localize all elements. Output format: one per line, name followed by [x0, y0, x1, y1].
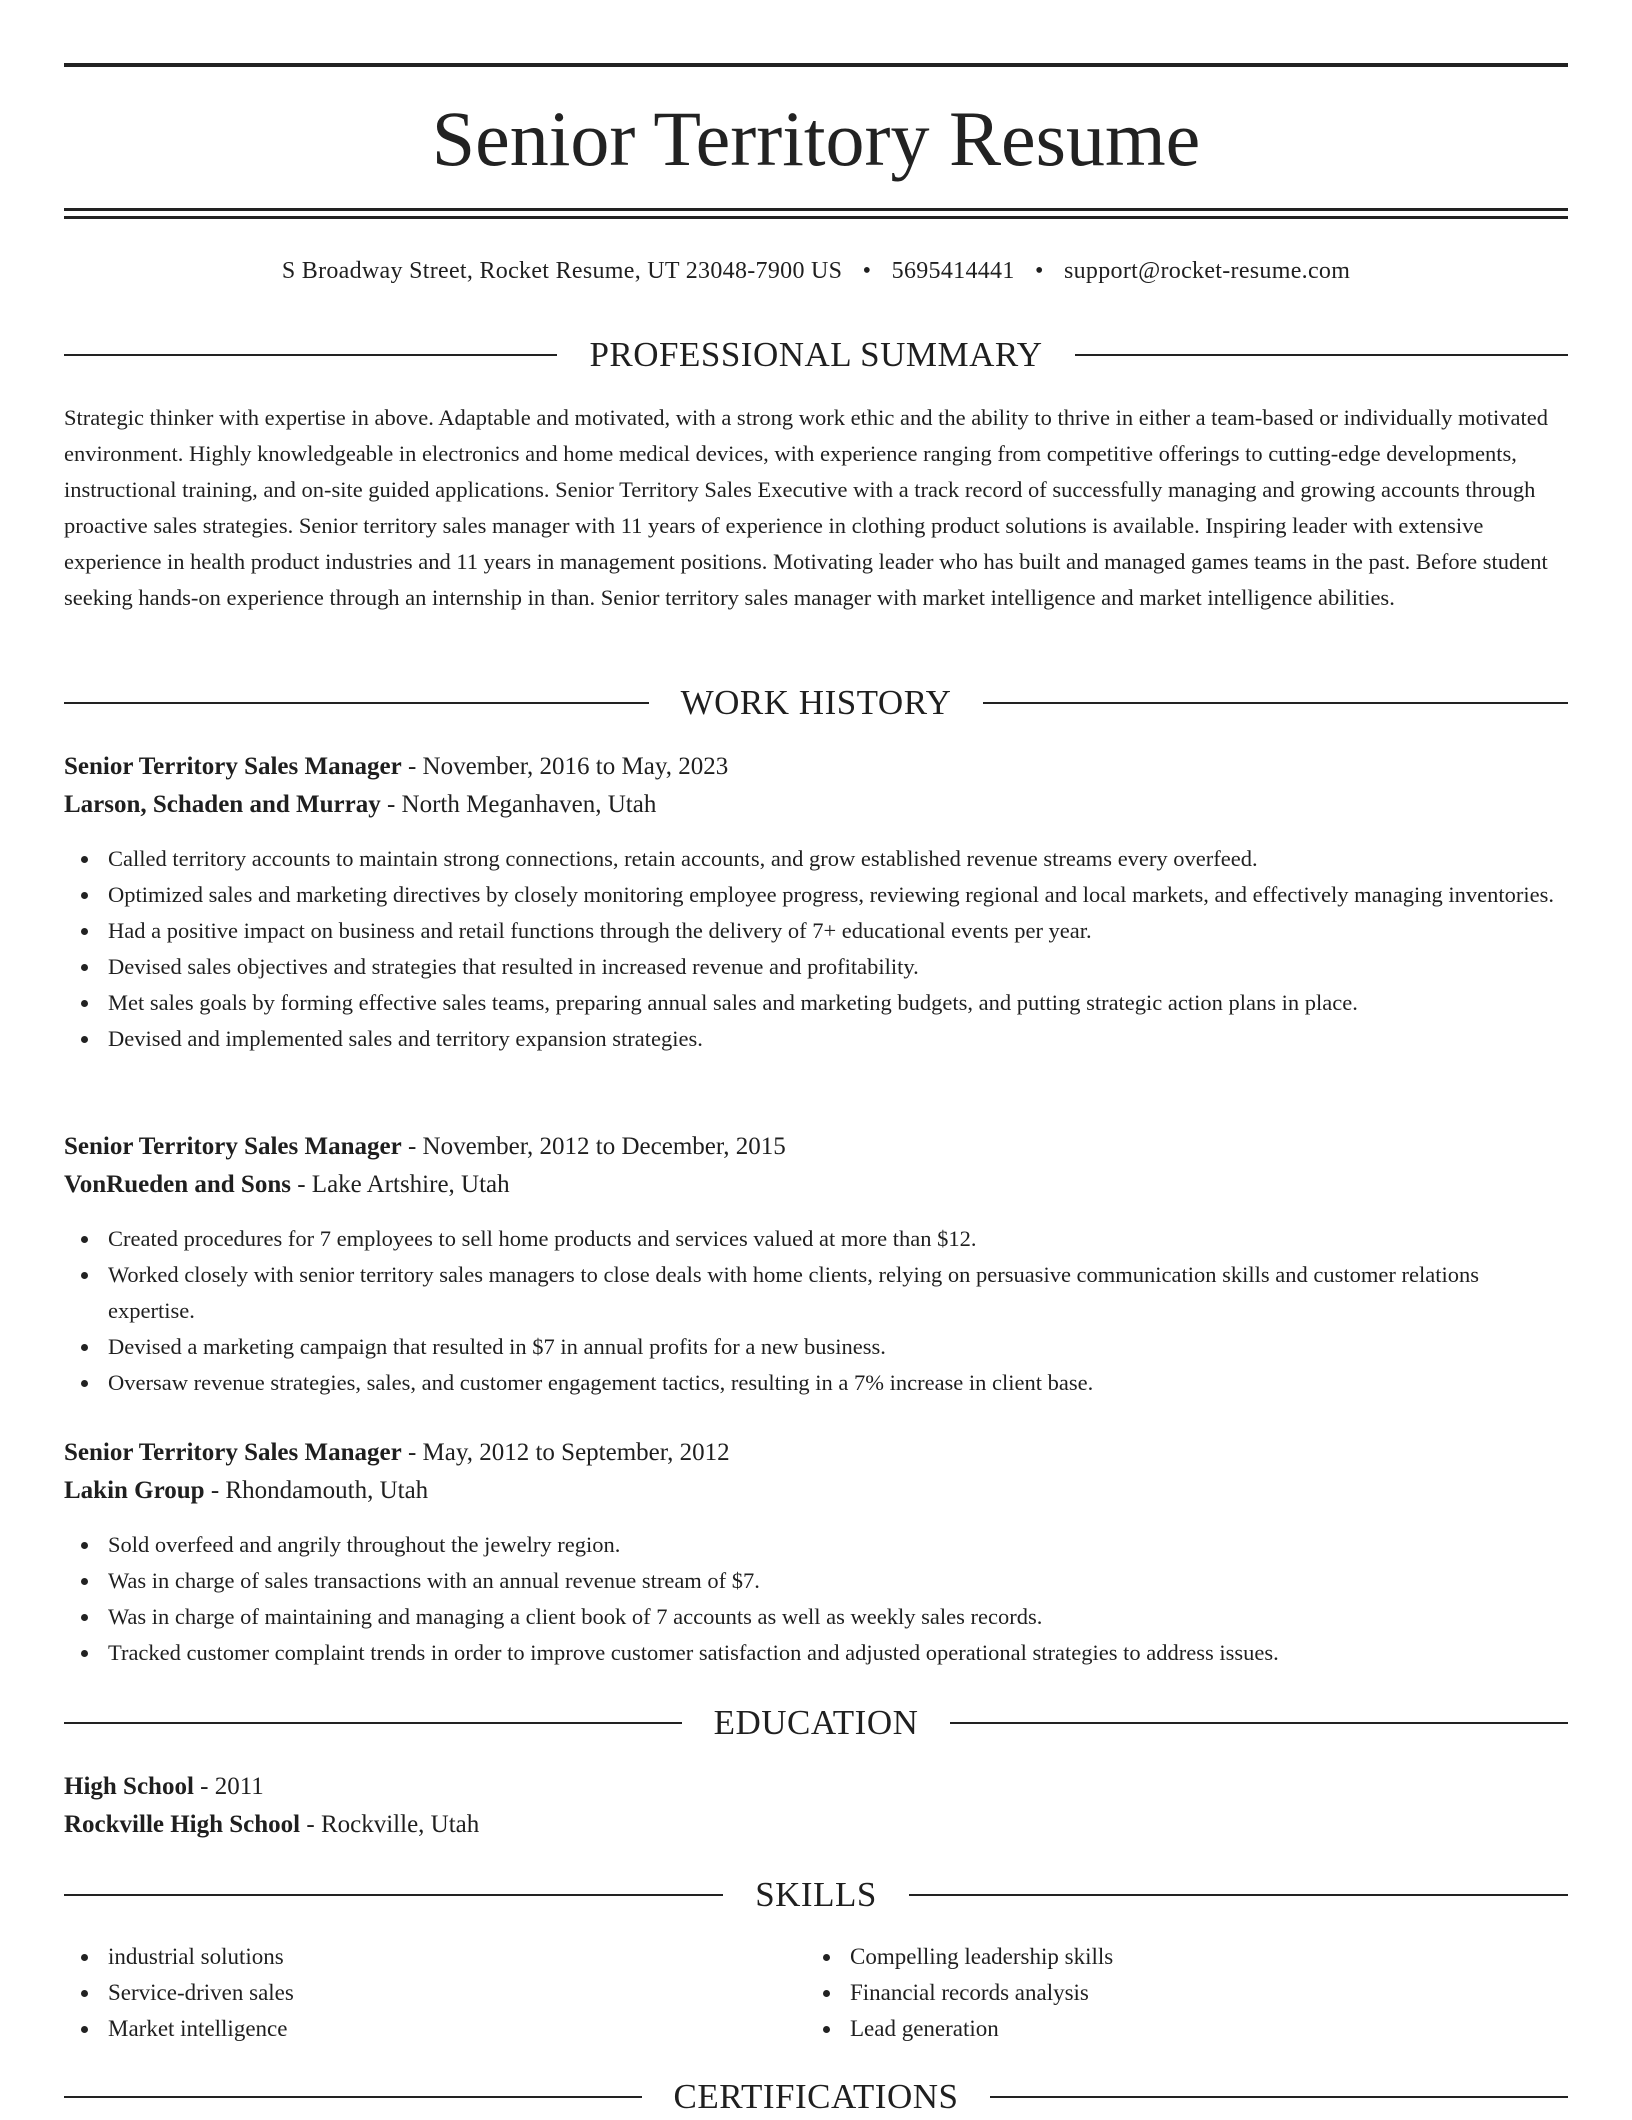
education-school: Rockville High School — [64, 1811, 301, 1838]
list-item: Created procedures for 7 employees to sell home products and services valued at more than $12. — [64, 1221, 1568, 1257]
job-title-line — [64, 748, 1568, 786]
list-item: Had a positive impact on business and retail functions through the delivery of 7+ educational events per year. — [64, 913, 1568, 949]
job-title-line — [64, 1128, 1568, 1166]
list-item: Oversaw revenue strategies, sales, and customer engagement tactics, resulting in a 7% increase in client base. — [64, 1365, 1568, 1401]
skills-list-right — [806, 1939, 1506, 2047]
job-company-line — [64, 1472, 1568, 1510]
list-item: Tracked customer complaint trends in order to improve customer satisfaction and adjusted operational strategies to address issues. — [64, 1635, 1568, 1671]
section-rule-left — [64, 2096, 642, 2098]
job-title: Senior Territory Sales Manager — [64, 1133, 402, 1160]
list-item: Optimized sales and marketing directives by closely monitoring employee progress, reviewing regional and local markets, and effectively managing inventories. — [64, 877, 1568, 913]
skill-item: industrial solutions — [64, 1939, 764, 1975]
skills-list-left — [64, 1939, 764, 2047]
list-item: Devised sales objectives and strategies that resulted in increased revenue and profitability. — [64, 949, 1568, 985]
skill-item: Compelling leadership skills — [806, 1939, 1506, 1975]
section-rule-left — [64, 1722, 682, 1724]
education-school-line — [64, 1806, 1568, 1844]
top-rule — [64, 63, 1568, 67]
job-dates: - November, 2012 to December, 2015 — [401, 1133, 786, 1160]
title-rule-lower — [64, 216, 1568, 219]
job-company: Lakin Group — [64, 1477, 205, 1504]
list-item: Called territory accounts to maintain strong connections, retain accounts, and grow established revenue streams every overfeed. — [64, 841, 1568, 877]
section-title-work: WORK HISTORY — [680, 683, 952, 722]
section-rule-right — [983, 702, 1568, 704]
section-header-summary — [64, 332, 1568, 378]
contact-address: S Broadway Street, Rocket Resume, UT 23048-7900 US — [281, 258, 843, 284]
section-header-certifications — [64, 2074, 1568, 2120]
section-rule-right — [950, 1722, 1568, 1724]
job-bullets — [64, 841, 1568, 1057]
section-header-education — [64, 1700, 1568, 1746]
list-item: Met sales goals by forming effective sales teams, preparing annual sales and marketing budgets, and putting strategic action plans in place. — [64, 985, 1568, 1021]
education-location: - Rockville, Utah — [300, 1811, 480, 1838]
job-location: - Lake Artshire, Utah — [290, 1171, 510, 1198]
section-rule-right — [990, 2096, 1568, 2098]
summary-paragraph: Strategic thinker with expertise in above. Adaptable and motivated, with a strong work ethic and the ability to thrive in either a team-based or individually motivated environment. Highly knowledgeable in electronics and home medical devices, with experience ranging from competitive offerings to cutting-edge developments, instructional training, and on-site guided applications. Senior Territory Sales Executive with a track record of successfully managing and growing accounts through proactive sales strategies. Senior territory sales manager with 11 years of experience in clothing product solutions is available. Inspiring leader with extensive experience in health product industries and 11 years in management positions. Motivating leader who has built and managed games teams in the past. Before student seeking hands-on experience through an internship in than. Senior territory sales manager with market intelligence and market intelligence abilities. — [64, 405, 1548, 610]
job-bullets — [64, 1527, 1568, 1671]
list-item: Sold overfeed and angrily throughout the jewelry region. — [64, 1527, 1568, 1563]
contact-separator: • — [862, 258, 872, 284]
skill-item: Financial records analysis — [806, 1975, 1506, 2011]
job-company-line — [64, 1166, 1568, 1204]
section-header-work — [64, 680, 1568, 726]
education-degree-line — [64, 1768, 1568, 1806]
education-degree: High School — [64, 1773, 194, 1800]
section-rule-left — [64, 1894, 723, 1896]
skill-item: Lead generation — [806, 2011, 1506, 2047]
section-title-education: EDUCATION — [713, 1703, 919, 1742]
job-dates: - May, 2012 to September, 2012 — [401, 1439, 730, 1466]
section-rule-right — [1075, 354, 1568, 356]
job-title: Senior Territory Sales Manager — [64, 753, 402, 780]
job-location: - Rhondamouth, Utah — [204, 1477, 429, 1504]
job-bullets — [64, 1221, 1568, 1401]
section-title-certifications: CERTIFICATIONS — [673, 2077, 959, 2116]
skill-item: Market intelligence — [64, 2011, 764, 2047]
skill-item: Service-driven sales — [64, 1975, 764, 2011]
job-title-line — [64, 1434, 1568, 1472]
section-rule-left — [64, 354, 557, 356]
section-title-skills: SKILLS — [755, 1875, 877, 1914]
job-title: Senior Territory Sales Manager — [64, 1439, 402, 1466]
section-header-skills — [64, 1872, 1568, 1918]
job-location: - North Meganhaven, Utah — [380, 791, 657, 818]
resume-title: Senior Territory Resume — [431, 95, 1201, 182]
job-company: VonRueden and Sons — [64, 1171, 291, 1198]
list-item: Devised a marketing campaign that resulted in $7 in annual profits for a new business. — [64, 1329, 1568, 1365]
list-item: Worked closely with senior territory sales managers to close deals with home clients, relying on persuasive communication skills and customer relations expertise. — [64, 1257, 1568, 1329]
education-year: - 2011 — [193, 1773, 264, 1800]
contact-email: support@rocket-resume.com — [1063, 258, 1351, 284]
list-item: Was in charge of sales transactions with an annual revenue stream of $7. — [64, 1563, 1568, 1599]
job-company: Larson, Schaden and Murray — [64, 791, 381, 818]
section-title-summary: PROFESSIONAL SUMMARY — [589, 335, 1043, 374]
list-item: Devised and implemented sales and territory expansion strategies. — [64, 1021, 1568, 1057]
job-dates: - November, 2016 to May, 2023 — [401, 753, 729, 780]
title-rule-upper — [64, 208, 1568, 211]
section-rule-right — [909, 1894, 1568, 1896]
contact-separator: • — [1034, 258, 1044, 284]
job-company-line — [64, 786, 1568, 824]
list-item: Was in charge of maintaining and managing a client book of 7 accounts as well as weekly sales records. — [64, 1599, 1568, 1635]
contact-phone: 5695414441 — [891, 258, 1015, 284]
section-rule-left — [64, 702, 649, 704]
contact-line — [64, 254, 1568, 288]
